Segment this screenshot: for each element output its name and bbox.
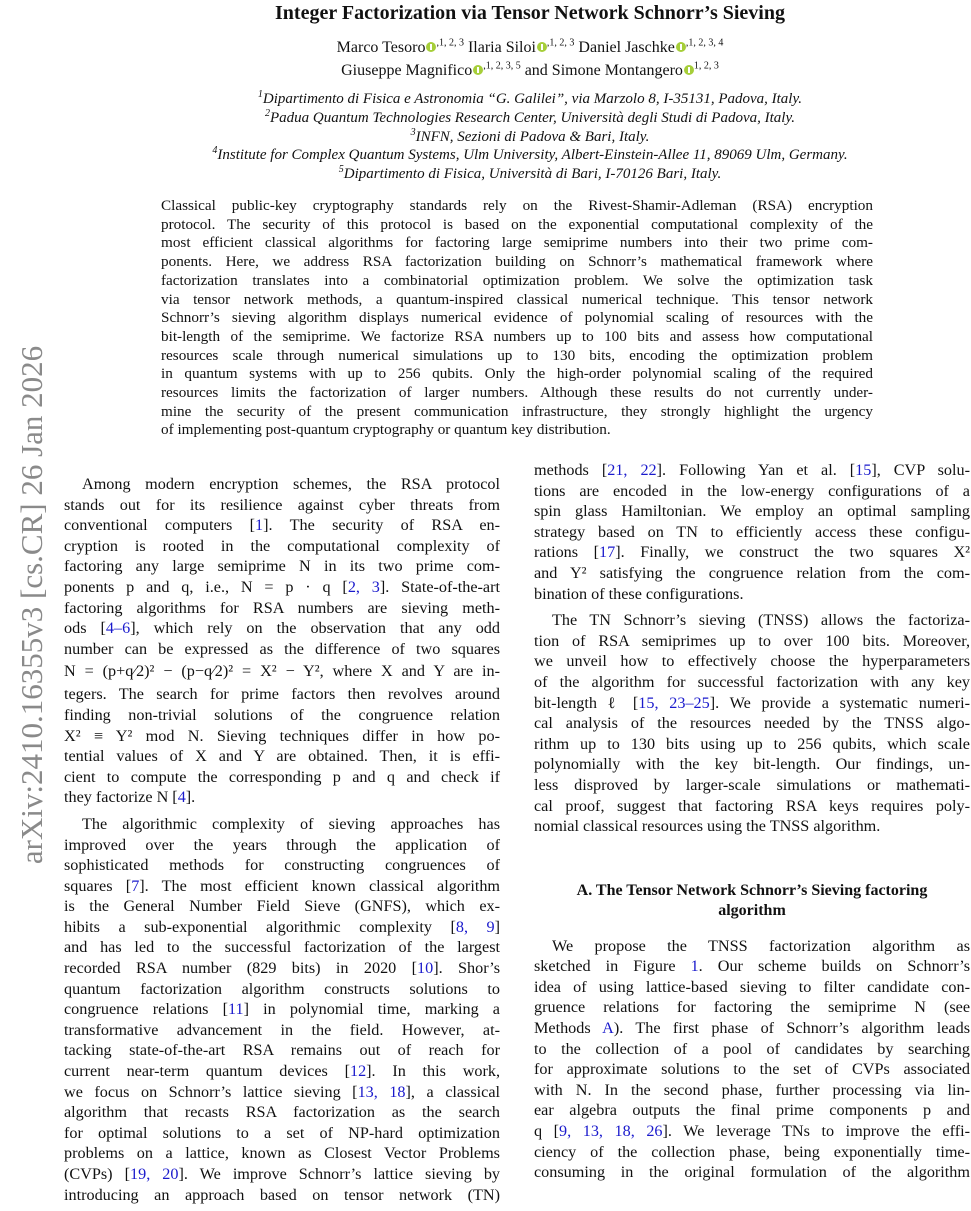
citation-link[interactable]: 4: [177, 788, 186, 807]
section-heading-line: algorithm: [718, 901, 786, 919]
body-text-line: introducing an approach based on tensor network (TN): [64, 1185, 500, 1204]
orcid-icon[interactable]: [537, 42, 547, 52]
body-text-line: polynomially with the key bit-length. Our findings, un-: [534, 755, 970, 774]
abstract-line: bit-length of the semiprime. We factorize RSA numbers up to 100 bits and assess how computational: [161, 327, 873, 345]
affiliation-number: 5: [338, 164, 344, 176]
right-column-body: [534, 460, 970, 1189]
citation-link[interactable]: 11: [228, 1000, 244, 1019]
body-text-line: rations [17]. Finally, we construct the two squares X²: [534, 543, 970, 562]
body-text-line: Methods A). The first phase of Schnorr’s algorithm leads: [534, 1019, 971, 1038]
author-name: Giuseppe Magnifico: [341, 62, 473, 79]
affiliation-number: 2: [264, 107, 270, 119]
body-text-line: is the General Number Field Sieve (GNFS), which ex-: [64, 897, 500, 916]
body-text-line: spin glass Hamiltonian. We employ an optimal sampling: [534, 502, 970, 521]
abstract-line: resources limits the factorization of larger numbers. Although these results do not currently under-: [161, 384, 873, 402]
author-affiliation-marks: ,1, 2, 3: [546, 37, 575, 49]
affiliation-number: 1: [257, 89, 263, 100]
body-text-line: N = (p+q⁄2)² − (p−q⁄2)² = X² − Y², where X and Y are in-: [64, 662, 500, 681]
paragraph: [534, 610, 970, 837]
body-text-line: problems on a lattice, known as Closest Vector Problems: [64, 1144, 500, 1163]
citation-link[interactable]: 10: [417, 959, 434, 978]
body-text-line: strategy based on TN to efficiently access these configu-: [534, 522, 970, 541]
abstract-line: Classical public-key cryptography standards rely on the Rivest-Shamir-Adleman (RSA) encryption: [161, 197, 873, 214]
body-text-line: algorithm that recasts RSA factorization as the search: [64, 1103, 500, 1122]
body-text-line: stands out for its resilience against cyber threats from: [64, 495, 500, 514]
author-affiliation-marks: 1, 2, 3: [693, 60, 719, 72]
body-text-line: idea of using lattice-based sieving to filter candidate con-: [534, 977, 970, 996]
affiliation-list: [100, 90, 960, 184]
paragraph: [64, 814, 500, 1205]
body-text-line: ods [4–6], which rely on the observation that any odd: [64, 619, 500, 638]
body-text-line: ponents p and q, i.e., N = p · q [2, 3]. State-of-the-art: [64, 577, 501, 596]
body-text-line: ciency of the collection phase, being exponentially time-: [534, 1142, 970, 1161]
paragraph: [534, 460, 970, 604]
body-text-line: cal analysis of the resources needed by the TNSS algo-: [534, 714, 970, 733]
author-line-2: [100, 59, 960, 82]
citation-link[interactable]: 9, 13, 18, 26: [559, 1122, 663, 1141]
abstract-line: most efficient classical algorithms for factoring large semiprime numbers into their two prime com-: [161, 234, 873, 252]
body-text-line: squares [7]. The most efficient known classical algorithm: [64, 876, 500, 895]
body-text-line: nomial classical resources using the TNSS algorithm.: [534, 817, 881, 836]
abstract-line: in quantum systems with up to 256 qubits. Only the high-order polynomial scaling of the required: [161, 365, 873, 383]
body-text-line: tegers. The search for prime factors then revolves around: [64, 685, 500, 704]
body-text-line: sketched in Figure 1. Our scheme builds on Schnorr’s: [534, 957, 970, 976]
author-name: Ilaria Siloi: [467, 39, 536, 56]
abstract-line: protocol. The security of this protocol is based on the exponential computational complexity of the: [161, 215, 873, 233]
orcid-icon[interactable]: [473, 65, 483, 75]
paragraph: [534, 936, 970, 1183]
body-text-line: cient to compute the corresponding p and q and check if: [64, 767, 500, 786]
abstract-line: mine the security of the present communication infrastructure, they strongly highlight the urgency: [161, 402, 873, 420]
author-name: Daniel Jaschke: [578, 39, 675, 56]
author-name: Marco Tesoro: [336, 39, 426, 56]
body-text-line: for optimal solutions to a set of NP-hard optimization: [64, 1123, 500, 1142]
author-line-1: [100, 36, 960, 59]
body-text-line: tential values of X and Y are obtained. Then, it is effi-: [64, 747, 500, 766]
author: [552, 62, 719, 79]
author: [468, 39, 574, 56]
abstract-line: ponents. Here, we address RSA factorization building on Schnorr’s mathematical framework where: [161, 253, 873, 271]
affiliation-text: Dipartimento di Fisica, Università di Bari, I-70126 Bari, Italy.: [343, 166, 722, 183]
body-text-line: less disproved by larger-scale simulations or mathemati-: [534, 775, 970, 794]
left-column-body: [64, 474, 500, 1211]
citation-link[interactable]: 12: [349, 1062, 367, 1081]
author-name: Simone Montangero: [551, 62, 683, 79]
methods-link[interactable]: A: [602, 1019, 614, 1038]
body-text-line: number can be expressed as the difference of two squares: [64, 639, 500, 658]
affiliation-text: Institute for Complex Quantum Systems, Ulm University, Albert-Einstein-Allee 11, 89069 Ulm, Germany.: [217, 147, 848, 164]
citation-link[interactable]: 15, 23–25: [638, 693, 710, 712]
affiliation: [100, 128, 960, 147]
affiliation-text: Padua Quantum Technologies Research Center, Università degli Studi di Padova, Italy.: [269, 109, 796, 126]
affiliation-text: Dipartimento di Fisica e Astronomia “G. Galilei”, via Marzolo 8, I-35131, Padova, Italy.: [262, 91, 803, 107]
body-text-line: q [9, 13, 18, 26]. We leverage TNs to improve the effi-: [534, 1122, 970, 1141]
author-conjunction: and: [524, 62, 548, 79]
body-text-line: we focus on Schnorr’s lattice sieving [13, 18], a classical: [64, 1082, 501, 1101]
citation-link[interactable]: 13, 18: [357, 1082, 406, 1101]
abstract: [161, 197, 873, 440]
paragraph: [64, 474, 500, 808]
body-text-line: cal proof, suggest that factoring RSA keys requires poly-: [534, 796, 970, 815]
affiliation: [100, 90, 960, 109]
affiliation: [100, 146, 960, 165]
body-text-line: cryption is rooted in the computational complexity of: [64, 536, 500, 555]
citation-link[interactable]: 21, 22: [607, 461, 657, 479]
body-text-line: current near-term quantum devices [12]. In this work,: [64, 1062, 501, 1081]
abstract-line: resources scale through numerical simulations up to 130 bits, encoding the optimization problem: [161, 346, 873, 364]
orcid-icon[interactable]: [426, 42, 436, 52]
body-text-line: transformative advancement in the field. However, at-: [64, 1020, 500, 1039]
citation-link[interactable]: 1: [255, 516, 264, 535]
body-text-line: they factorize N [4].: [64, 788, 196, 807]
author-affiliation-marks: ,1, 2, 3: [436, 37, 464, 49]
affiliation: [100, 165, 960, 184]
body-text-line: of the algorithm for successful factorization with any key: [534, 672, 970, 691]
arxiv-identifier-stamp: arXiv:2410.16355v3 [cs.CR] 26 Jan 2026: [14, 345, 49, 865]
citation-link[interactable]: 8, 9: [455, 917, 495, 936]
body-text-line: methods [21, 22]. Following Yan et al. [15], CVP solu-: [534, 461, 971, 479]
body-text-line: factoring any large semiprime N in its two prime com-: [64, 557, 500, 576]
citation-link[interactable]: 17: [599, 543, 616, 562]
orcid-icon[interactable]: [684, 65, 694, 75]
citation-link[interactable]: 15: [855, 461, 872, 479]
section-heading-line: A. The Tensor Network Schnorr’s Sieving factoring: [576, 881, 928, 899]
abstract-line: Schnorr’s sieving algorithm displays numerical evidence of polynomial scaling of resources with the: [161, 309, 873, 327]
body-text-line: tion of RSA semiprimes up to over 100 bits. Moreover,: [534, 631, 970, 650]
abstract-line: of implementing post-quantum cryptography or quantum key distribution.: [161, 421, 611, 439]
citation-link[interactable]: 4–6: [105, 619, 131, 638]
author: [337, 39, 464, 56]
author-affiliation-marks: ,1, 2, 3, 4: [685, 37, 724, 49]
body-text-line: sophisticated methods for constructing congruences of: [64, 856, 500, 875]
affiliation-number: 3: [410, 126, 416, 138]
body-text-line: quantum factorization algorithm constructs solutions to: [64, 979, 500, 998]
body-text-line: bit-length ℓ [15, 23–25]. We provide a systematic numeri-: [534, 693, 970, 712]
body-text-line: tions are encoded in the low-energy configurations of a: [534, 481, 970, 500]
body-text-line: X² ≡ Y² mod N. Sieving techniques differ in how po-: [64, 726, 500, 745]
body-text-line: improved over the years through the application of: [64, 835, 500, 854]
body-text-line: gruence relations for factoring the semiprime N (see: [534, 998, 970, 1017]
citation-link[interactable]: 7: [131, 876, 140, 895]
figure-link[interactable]: 1: [690, 957, 699, 976]
body-text-line: factoring algorithms for RSA numbers are sieving meth-: [64, 598, 500, 617]
body-text-line: (CVPs) [19, 20]. We improve Schnorr’s lattice sieving by: [64, 1165, 501, 1183]
body-text-line: The TN Schnorr’s sieving (TNSS) allows the factoriza-: [552, 611, 970, 630]
body-text-line: and Y² satisfying the congruence relation from the com-: [534, 563, 970, 582]
body-text-line: to the collection of a pool of candidates by searching: [534, 1039, 970, 1058]
body-text-line: with N. In the second phase, further processing via lin-: [534, 1080, 970, 1099]
affiliation-number: 4: [212, 145, 218, 157]
abstract-line: via tensor network methods, a quantum-inspired classical numerical technique. This tensor network: [161, 290, 873, 308]
body-text-line: for approximate solutions to the set of CVPs associated: [534, 1060, 970, 1079]
body-text-line: ear algebra outputs the final prime components p and: [534, 1101, 970, 1120]
body-text-line: and has led to the successful factorization of the largest: [64, 938, 500, 957]
citation-link[interactable]: 2, 3: [347, 577, 380, 596]
body-text-line: hibits a sub-exponential algorithmic complexity [8, 9]: [64, 917, 500, 936]
abstract-line: factorization translates into a combinatorial optimization problem. We solve the optimization task: [161, 271, 873, 289]
body-text-line: recorded RSA number (829 bits) in 2020 [10]. Shor’s: [64, 959, 500, 978]
section-heading: [534, 881, 970, 921]
body-text-line: bination of these configurations.: [534, 584, 744, 603]
body-text-line: conventional computers [1]. The security of RSA en-: [64, 516, 500, 535]
orcid-icon[interactable]: [676, 42, 686, 52]
author: [578, 39, 723, 56]
body-text-line: tacking state-of-the-art RSA remains out of reach for: [64, 1041, 500, 1060]
affiliation: [100, 109, 960, 128]
body-text-line: we unveil how to effectively choose the hyperparameters: [534, 652, 970, 671]
paper-title: Integer Factorization via Tensor Network Schnorr’s Sieving: [275, 2, 785, 24]
affiliation-text: INFN, Sezioni di Padova & Bari, Italy.: [415, 128, 650, 145]
body-text-line: We propose the TNSS factorization algorithm as: [552, 936, 970, 955]
author-list: [100, 36, 960, 82]
body-text-line: rithm up to 130 bits using up to 256 qubits, which scale: [534, 734, 970, 753]
body-text-line: Among modern encryption schemes, the RSA protocol: [82, 475, 500, 493]
author-affiliation-marks: ,1, 2, 3, 5: [483, 60, 521, 72]
body-text-line: finding non-trivial solutions of the congruence relation: [64, 705, 500, 724]
body-text-line: consuming in the original formulation of the algorithm: [534, 1163, 970, 1182]
citation-link[interactable]: 19, 20: [130, 1165, 179, 1183]
author: [341, 62, 521, 79]
body-text-line: congruence relations [11] in polynomial time, marking a: [64, 1000, 500, 1019]
body-text-line: The algorithmic complexity of sieving approaches has: [82, 814, 500, 833]
